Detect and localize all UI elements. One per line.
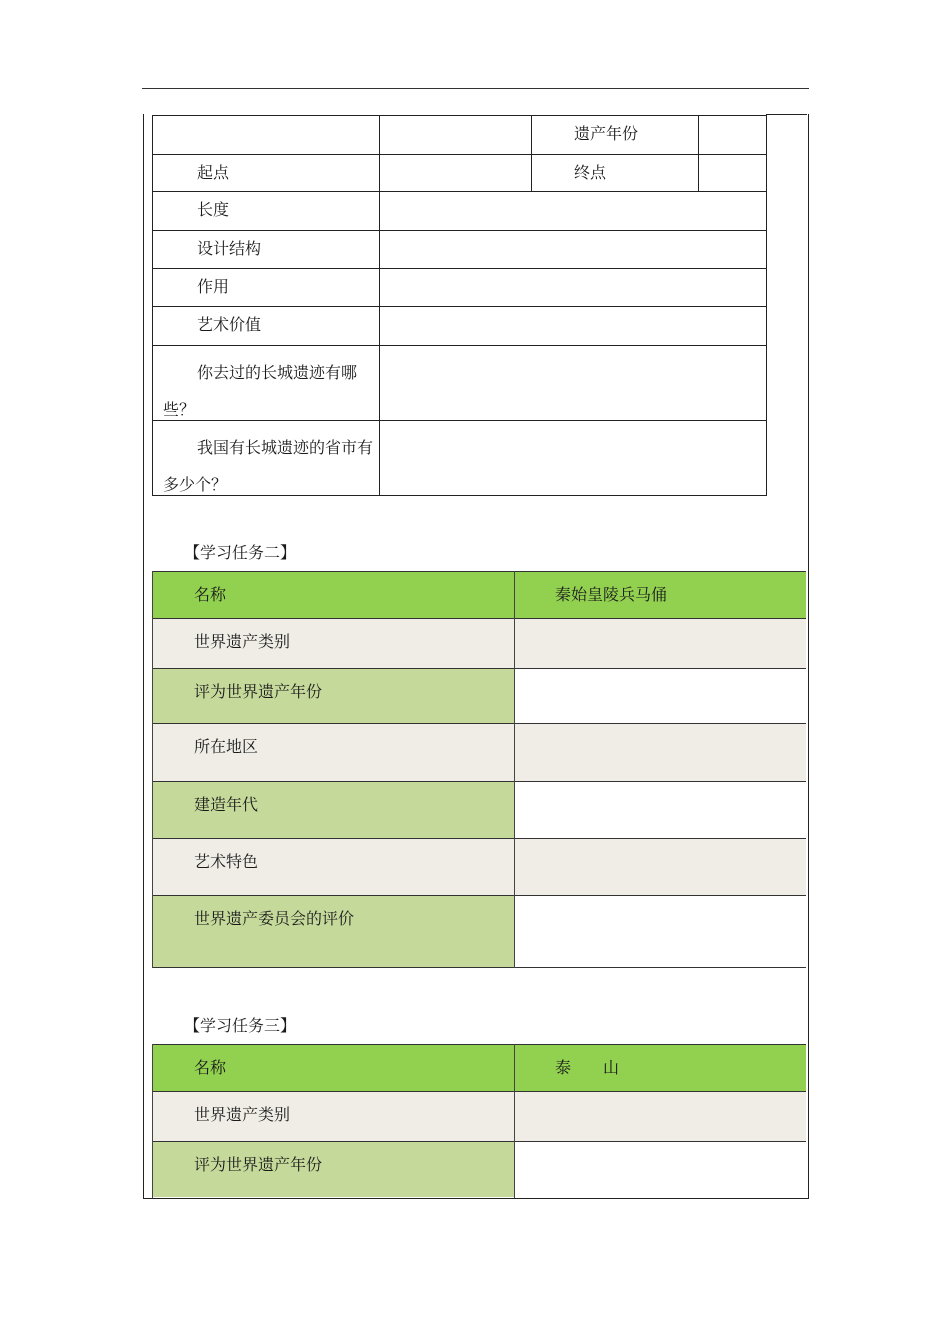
task3-category-value[interactable] xyxy=(514,1092,806,1142)
end-point-label: 终点 xyxy=(531,154,699,192)
task2-year-value[interactable] xyxy=(514,669,806,724)
heritage-year-value[interactable] xyxy=(698,115,767,155)
design-structure-label: 设计结构 xyxy=(152,230,380,269)
province-count-label: 我国有长城遗迹的省市有多少个？ xyxy=(152,420,380,496)
task2-art-value[interactable] xyxy=(514,839,806,896)
end-point-value[interactable] xyxy=(698,154,767,192)
visited-sites-value[interactable] xyxy=(379,345,767,421)
outer-frame-top xyxy=(766,114,807,115)
function-value[interactable] xyxy=(379,268,767,307)
task3-category-label: 世界遗产类别 xyxy=(152,1092,514,1142)
length-label: 长度 xyxy=(152,191,380,231)
task3-heading: 【学习任务三】 xyxy=(184,1016,297,1035)
visited-sites-label: 你去过的长城遗迹有哪些？ xyxy=(152,345,380,421)
table1-row0-label xyxy=(152,115,380,155)
province-count-value[interactable] xyxy=(379,420,767,496)
task3-name-label: 名称 xyxy=(152,1045,514,1092)
start-point-label: 起点 xyxy=(152,154,380,192)
function-label: 作用 xyxy=(152,268,380,307)
task2-rule xyxy=(152,895,806,896)
art-value-value[interactable] xyxy=(379,306,767,346)
page-header-rule xyxy=(142,88,809,89)
design-structure-value[interactable] xyxy=(379,230,767,269)
start-point-value[interactable] xyxy=(379,154,532,192)
task2-year-label: 评为世界遗产年份 xyxy=(152,669,514,724)
task2-art-label: 艺术特色 xyxy=(152,839,514,896)
task3-column-divider xyxy=(514,1044,515,1198)
task2-column-divider xyxy=(514,571,515,968)
length-value[interactable] xyxy=(379,191,767,231)
task2-era-value[interactable] xyxy=(514,782,806,839)
task2-region-label: 所在地区 xyxy=(152,724,514,782)
task2-rule xyxy=(152,967,806,968)
task2-rule xyxy=(152,781,806,782)
task3-rule xyxy=(152,1141,806,1142)
task2-rule xyxy=(152,571,806,572)
task2-rule xyxy=(152,723,806,724)
task2-heading: 【学习任务二】 xyxy=(184,543,297,562)
task3-rule xyxy=(152,1044,806,1045)
task2-name-label: 名称 xyxy=(152,572,514,619)
task3-rule xyxy=(152,1091,806,1092)
task2-evaluation-value[interactable] xyxy=(514,896,806,968)
task3-year-value[interactable] xyxy=(514,1142,806,1197)
task2-category-label: 世界遗产类别 xyxy=(152,619,514,669)
heritage-year-label: 遗产年份 xyxy=(531,115,699,155)
task2-category-value[interactable] xyxy=(514,619,806,669)
task2-rule xyxy=(152,838,806,839)
task2-rule xyxy=(152,668,806,669)
task3-left-border xyxy=(152,1044,153,1198)
task3-year-label: 评为世界遗产年份 xyxy=(152,1142,514,1197)
task2-era-label: 建造年代 xyxy=(152,782,514,839)
task2-rule xyxy=(152,618,806,619)
task2-name-value: 秦始皇陵兵马俑 xyxy=(514,572,806,619)
task2-left-border xyxy=(152,571,153,968)
task3-name-value: 泰 山 xyxy=(514,1045,806,1092)
art-value-label: 艺术价值 xyxy=(152,306,380,346)
task2-region-value[interactable] xyxy=(514,724,806,782)
table1-row0-cell2[interactable] xyxy=(379,115,532,155)
task2-evaluation-label: 世界遗产委员会的评价 xyxy=(152,896,514,968)
